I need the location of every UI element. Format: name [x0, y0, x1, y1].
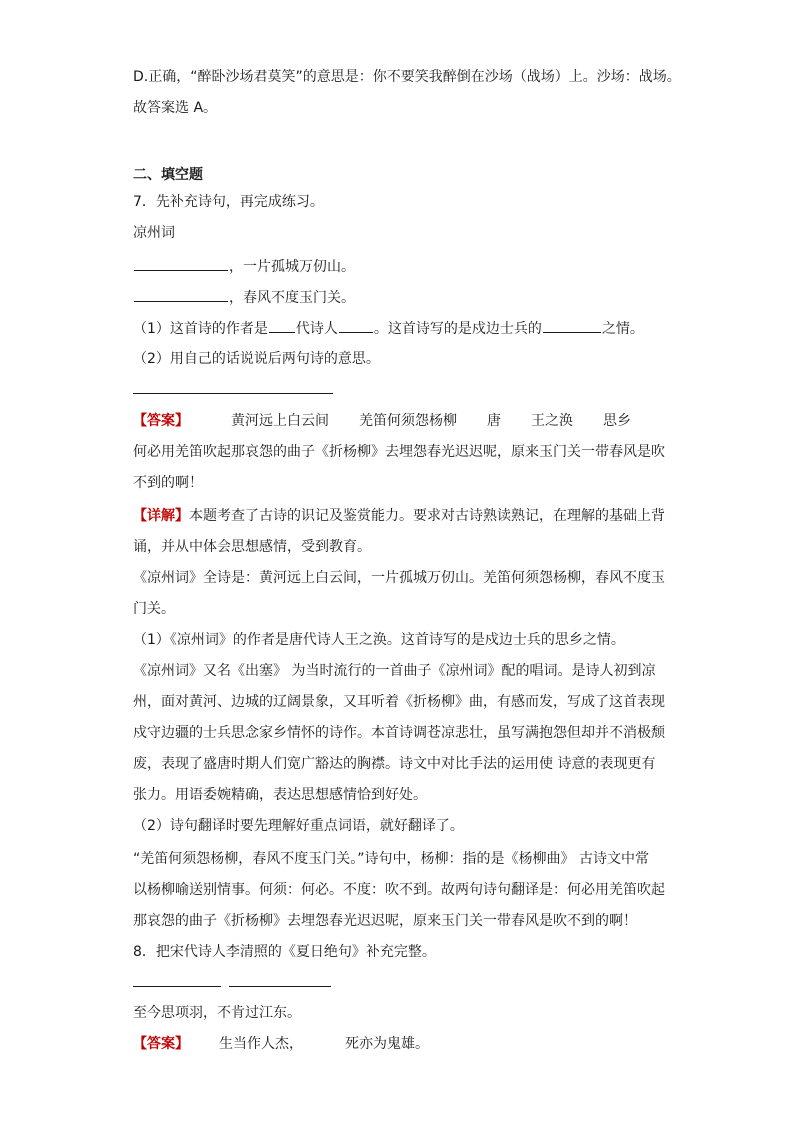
- fill-blank[interactable]: [134, 287, 228, 302]
- detail-text: 门关。: [133, 601, 175, 617]
- answer-line[interactable]: [229, 986, 331, 987]
- poem-line-1: ，一片孤城万仞山。: [133, 256, 673, 277]
- detail-text: 那哀怨的曲子《折杨柳》去埋怨春光迟迟呢，原来玉门关一带春风是吹不到的啊！: [133, 913, 637, 929]
- section-heading: 二、填空题: [133, 167, 203, 183]
- answer-text: 不到的啊！: [133, 475, 203, 491]
- fill-blank[interactable]: [339, 318, 373, 333]
- detail-paragraph: 【详解】本题考查了古诗的识记及鉴赏能力。要求对古诗熟读熟记，在理解的基础上背: [133, 508, 665, 524]
- answer-row: 【答案】 生当作人杰， 死亦为鬼雄。: [133, 1036, 429, 1052]
- answer-row: 【答案】 黄河远上白云间 羌笛何须怨杨柳 唐 王之涣 思乡: [133, 413, 631, 429]
- detail-text: （2）诗句翻译时要先理解好重点词语，就好翻译了。: [133, 818, 464, 834]
- option-d-explanation: D.正确，“醉卧沙场君莫笑”的意思是：你不要笑我醉倒在沙场（战场）上。沙场：战场。: [133, 69, 681, 85]
- detail-text: 以杨柳喻送别情事。何须：何必。不度：吹不到。故两句诗句翻译是：何必用羌笛吹起: [133, 882, 665, 898]
- detail-text: 州，面对黄河、边城的辽阔景象，又耳听着《折杨柳》曲，有感而发，写成了这首表现: [133, 694, 665, 710]
- detail-text: “羌笛何须怨杨柳，春风不度玉门关。”诗句中，杨柳：指的是《杨柳曲》 古诗文中常: [133, 851, 649, 867]
- detail-text: 张力。用语委婉精确，表达思想感情恰到好处。: [133, 787, 427, 803]
- sub-question-2: （2）用自己的话说说后两句诗的意思。: [133, 351, 380, 367]
- detail-text: （1）《凉州词》的作者是唐代诗人王之涣。这首诗写的是戍边士兵的思乡之情。: [133, 632, 625, 648]
- detail-text: 诵，并从中体会思想感情，受到教育。: [133, 539, 371, 555]
- detail-text: 《凉州词》全诗是：黄河远上白云间，一片孤城万仞山。羌笛何须怨杨柳，春风不度玉: [133, 570, 665, 586]
- answer-line[interactable]: [133, 393, 333, 394]
- question-7-stem: 7．先补充诗句，再完成练习。: [133, 194, 324, 210]
- poem-line: 至今思项羽，不肯过江东。: [133, 1005, 301, 1021]
- detail-text: 废，表现了盛唐时期人们宽广豁达的胸襟。诗文中对比手法的运用使 诗意的表现更有: [133, 756, 656, 772]
- question-8-stem: 8．把宋代诗人李清照的《夏日绝句》补充完整。: [133, 944, 436, 960]
- answer-text: 何必用羌笛吹起那哀怨的曲子《折杨柳》去埋怨春光迟迟呢，原来玉门关一带春风是吹: [133, 444, 665, 460]
- detail-text: 《凉州词》又名《出塞》 为当时流行的一首曲子《凉州词》配的唱词。是诗人初到凉: [133, 663, 656, 679]
- answer-conclusion: 故答案选 A。: [133, 100, 218, 116]
- sub-question-1: （1）这首诗的作者是 代诗人 。这首诗写的是戍边士兵的 之情。: [133, 318, 673, 339]
- answer-line[interactable]: [133, 986, 221, 987]
- detail-text: 戍守边疆的士兵思念家乡情怀的诗作。本首诗调苍凉悲壮，虽写满抱怨但却并不消极颓: [133, 725, 665, 741]
- fill-blank[interactable]: [269, 318, 295, 333]
- poem-title: 凉州词: [133, 225, 175, 241]
- poem-line-2: ，春风不度玉门关。: [133, 287, 673, 308]
- fill-blank[interactable]: [134, 256, 228, 271]
- fill-blank[interactable]: [543, 318, 601, 333]
